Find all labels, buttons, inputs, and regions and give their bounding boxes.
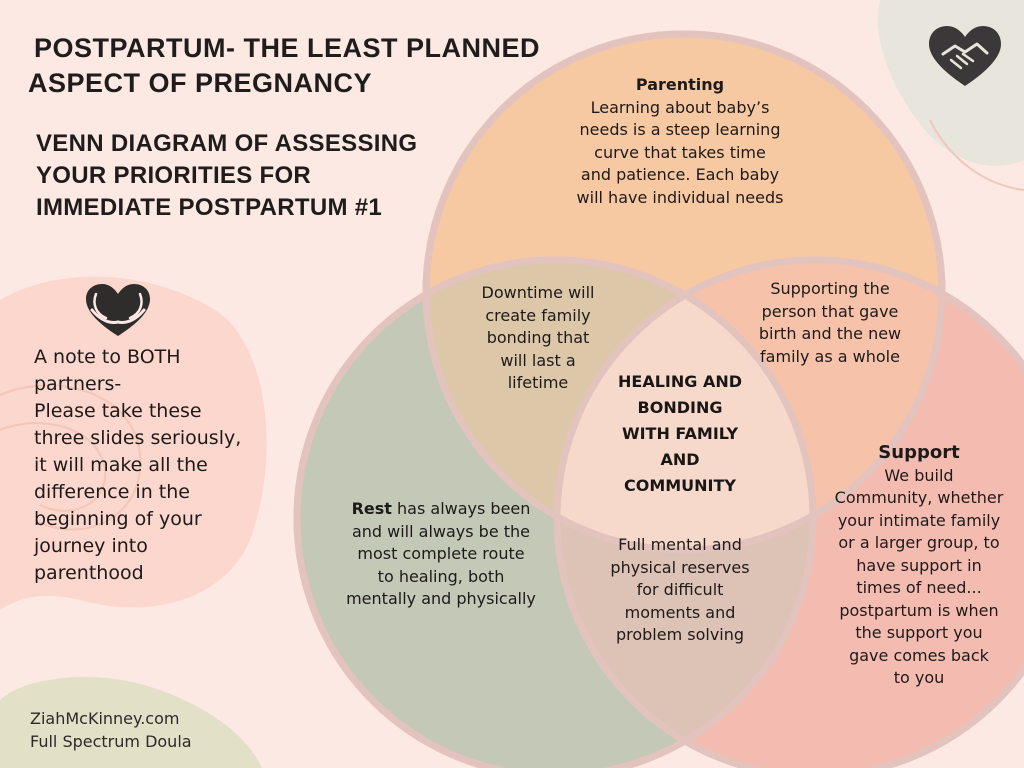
parenting-line: Learning about baby’s [590,97,770,117]
support-label [824,442,1014,690]
partners-note [34,344,269,587]
rest-support-label [598,534,762,647]
parenting-line: and patience. Each baby [580,165,780,184]
support-line: gave comes back [849,645,989,665]
rest-support-line: Full mental and [618,535,742,554]
center-line: HEALING AND [618,372,742,391]
note-line: three slides seriously, [34,427,242,449]
support-line: times of need... [856,578,982,597]
rest-support-line: physical reserves [610,557,750,577]
page-subtitle [36,128,456,224]
support-line: postpartum is when [839,600,999,620]
parenting-support-line: person that gave [761,301,899,321]
title-line-2: ASPECT OF PREGNANCY [28,68,373,98]
parenting-support-line: birth and the new [758,324,902,343]
rest-first-line: has always been [391,499,531,518]
support-line: to you [893,668,945,687]
center-line: COMMUNITY [623,476,737,495]
parenting-support-label [745,278,915,368]
parenting-heading: Parenting [635,75,725,94]
parenting-line: curve that takes time [594,142,766,162]
support-line: the support you [855,623,983,642]
support-line: your intimate family [837,510,1001,530]
rest-line: and will always be the [351,521,531,541]
title-line-1: POSTPARTUM- THE LEAST PLANNED [34,33,540,63]
rest-line: most complete route [357,544,525,563]
parenting-rest-line: Downtime will [481,283,595,302]
footer-website[interactable]: ZiahMcKinney.com [30,709,180,728]
page-title-line-2 [28,66,372,100]
note-line: parenthood [34,562,144,584]
support-line: or a larger group, to [838,533,1000,552]
note-line: difference in the [34,481,190,503]
parenting-label [550,74,810,209]
subtitle-line-2: YOUR PRIORITIES FOR [36,162,312,189]
parenting-rest-line: create family [485,305,591,325]
top-right-blob [878,0,1024,166]
note-line: A note to BOTH [34,346,181,368]
parenting-rest-line: lifetime [507,373,569,392]
subtitle-line-3: IMMEDIATE POSTPARTUM #1 [36,194,383,221]
parenting-rest-line: will last a [500,350,576,370]
support-line: have support in [856,555,982,575]
support-line: We build [884,465,954,485]
center-line: WITH FAMILY [621,424,739,443]
center-line: AND [660,450,700,469]
parenting-rest-label [458,282,618,395]
note-line: Please take these [34,400,202,422]
parenting-line: will have individual needs [576,187,784,207]
rest-line: mentally and physically [346,589,536,608]
center-label [605,369,755,499]
parenting-support-line: family as a whole [760,346,900,366]
rest-line-first [336,498,546,521]
center-line: BONDING [637,398,723,417]
page-title [34,31,540,65]
footer-role: Full Spectrum Doula [30,732,192,751]
rest-support-line: problem solving [615,625,745,644]
rest-label [336,498,546,611]
parenting-support-line: Supporting the [770,279,890,298]
rest-heading: Rest [351,499,392,518]
parenting-rest-line: bonding that [486,328,590,347]
note-line: journey into [34,535,148,557]
note-line: partners- [34,373,122,395]
note-line: it will make all the [34,454,208,476]
note-line: beginning of your [34,508,202,530]
support-line: Community, whether [834,488,1004,507]
footer [30,707,192,753]
subtitle-line-1: VENN DIAGRAM OF ASSESSING [36,130,418,157]
support-heading: Support [878,442,960,463]
rest-line: to healing, both [377,566,505,586]
parenting-line: needs is a steep learning [579,120,781,139]
rest-support-line: for difficult [636,580,724,599]
rest-support-line: moments and [624,602,736,622]
